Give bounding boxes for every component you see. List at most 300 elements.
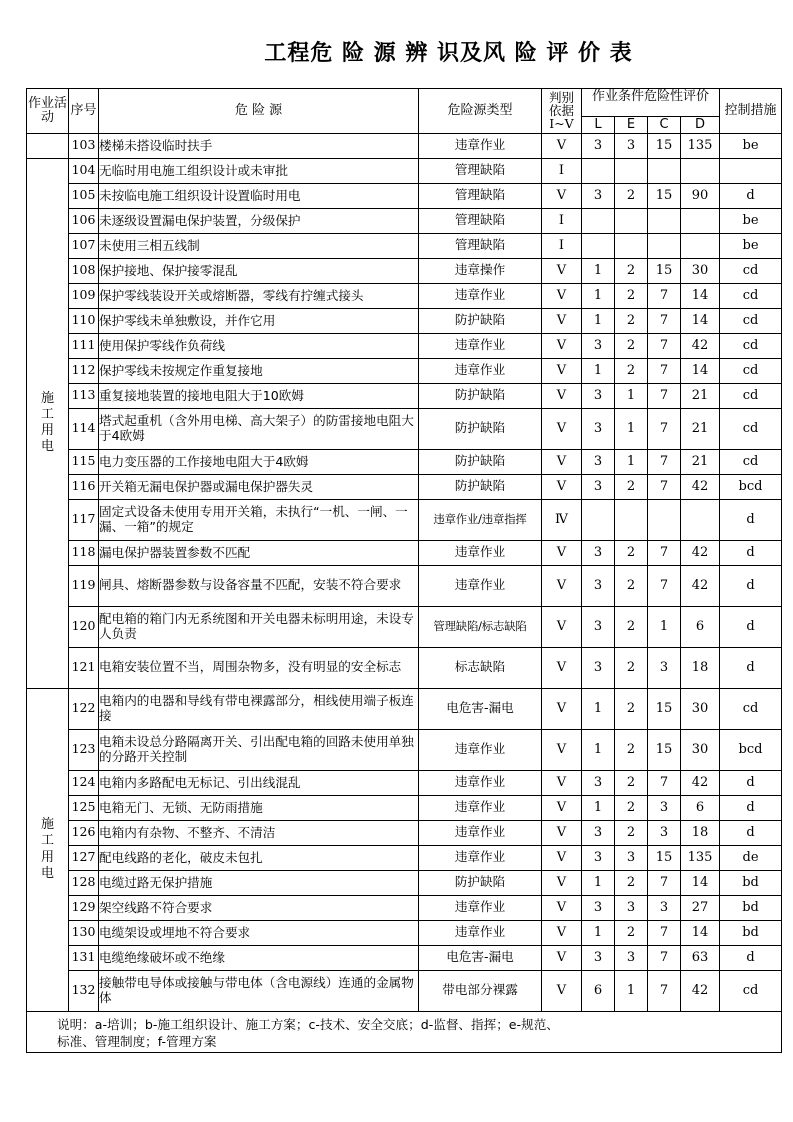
- table-body: [27, 133, 782, 1011]
- note-line-1: 说明：a-培训；b-施工组织设计、施工方案；c-技术、安全交底；d-监督、指挥；e-规范、: [57, 1016, 559, 1032]
- cell-hazard-type: 防护缺陷: [419, 449, 542, 474]
- cell-L: 3: [582, 183, 615, 208]
- cell-L: [582, 499, 615, 540]
- cell-hazard-type: 带电部分裸露: [419, 970, 542, 1011]
- cell-hazard-source: 电箱内有杂物、不整齐、不清洁: [99, 820, 419, 845]
- cell-E: 2: [615, 729, 648, 770]
- note-row: [27, 1011, 782, 1052]
- cell-E: 2: [615, 606, 648, 647]
- table-row: [27, 945, 782, 970]
- cell-C: 15: [648, 183, 681, 208]
- risk-table-container: [0, 88, 793, 1052]
- cell-hazard-source: 电箱安装位置不当，周围杂物多，没有明显的安全标志: [99, 647, 419, 688]
- table-row: [27, 474, 782, 499]
- cell-control: bcd: [720, 474, 782, 499]
- cell-E: 2: [615, 333, 648, 358]
- cell-D: [681, 499, 720, 540]
- cell-C: 15: [648, 688, 681, 729]
- cell-basis: V: [542, 565, 582, 606]
- activity-group-cell: [27, 158, 69, 688]
- cell-D: 21: [681, 408, 720, 449]
- header-D: D: [681, 117, 720, 133]
- table-row: [27, 408, 782, 449]
- cell-control: de: [720, 845, 782, 870]
- cell-E: 2: [615, 565, 648, 606]
- cell-C: 1: [648, 606, 681, 647]
- cell-basis: V: [542, 895, 582, 920]
- cell-L: 3: [582, 565, 615, 606]
- cell-L: 3: [582, 474, 615, 499]
- cell-C: 7: [648, 474, 681, 499]
- cell-E: 2: [615, 308, 648, 333]
- cell-hazard-source: 电箱内多路配电无标记、引出线混乱: [99, 770, 419, 795]
- cell-basis: V: [542, 970, 582, 1011]
- cell-L: 3: [582, 606, 615, 647]
- cell-E: [615, 499, 648, 540]
- cell-control: d: [720, 606, 782, 647]
- cell-D: 18: [681, 820, 720, 845]
- table-row: [27, 870, 782, 895]
- cell-seq: 126: [69, 820, 99, 845]
- cell-hazard-source: 塔式起重机（含外用电梯、高大架子）的防雷接地电阻大于4欧姆: [99, 408, 419, 449]
- cell-hazard-type: 违章作业: [419, 895, 542, 920]
- activity-group-cell: [27, 133, 69, 158]
- cell-hazard-source: 固定式设备未使用专用开关箱，未执行“一机、一闸、一漏、一箱”的规定: [99, 499, 419, 540]
- activity-group-label: 施工用电: [40, 817, 54, 881]
- cell-seq: 115: [69, 449, 99, 474]
- table-row: [27, 183, 782, 208]
- cell-control: cd: [720, 970, 782, 1011]
- cell-seq: 132: [69, 970, 99, 1011]
- cell-hazard-type: 防护缺陷: [419, 474, 542, 499]
- cell-L: [582, 208, 615, 233]
- table-row: [27, 647, 782, 688]
- cell-seq: 104: [69, 158, 99, 183]
- cell-seq: 114: [69, 408, 99, 449]
- header-L: L: [582, 117, 615, 133]
- legend-note: [27, 1012, 781, 1052]
- cell-control: bd: [720, 895, 782, 920]
- cell-hazard-type: 违章作业: [419, 770, 542, 795]
- cell-basis: V: [542, 333, 582, 358]
- cell-control: d: [720, 820, 782, 845]
- cell-seq: 128: [69, 870, 99, 895]
- cell-L: 1: [582, 308, 615, 333]
- table-row: [27, 895, 782, 920]
- cell-basis: V: [542, 283, 582, 308]
- cell-hazard-source: 保护接地、保护接零混乱: [99, 258, 419, 283]
- cell-basis: V: [542, 540, 582, 565]
- header-C: C: [648, 117, 681, 133]
- cell-control: bcd: [720, 729, 782, 770]
- cell-control: d: [720, 183, 782, 208]
- risk-assessment-table: [26, 88, 782, 1052]
- cell-hazard-type: 防护缺陷: [419, 308, 542, 333]
- cell-hazard-type: 管理缺陷: [419, 233, 542, 258]
- cell-control: be: [720, 133, 782, 158]
- cell-C: 3: [648, 895, 681, 920]
- cell-hazard-source: 电缆过路无保护措施: [99, 870, 419, 895]
- cell-D: 14: [681, 308, 720, 333]
- cell-hazard-source: 配电线路的老化，破皮未包扎: [99, 845, 419, 870]
- cell-L: 3: [582, 647, 615, 688]
- cell-hazard-type: 违章作业: [419, 283, 542, 308]
- cell-C: 7: [648, 540, 681, 565]
- header-evaluation-label: 作业条件危险性评价: [592, 89, 710, 105]
- cell-hazard-type: 管理缺陷: [419, 208, 542, 233]
- cell-L: [582, 158, 615, 183]
- cell-control: d: [720, 795, 782, 820]
- cell-L: 3: [582, 449, 615, 474]
- table-row: [27, 606, 782, 647]
- cell-hazard-type: 违章作业: [419, 795, 542, 820]
- cell-hazard-source: 未按临电施工组织设计设置临时用电: [99, 183, 419, 208]
- cell-L: 1: [582, 920, 615, 945]
- header-basis-line1: 判别: [548, 90, 574, 106]
- cell-hazard-source: 开关箱无漏电保护器或漏电保护器失灵: [99, 474, 419, 499]
- cell-hazard-type: 防护缺陷: [419, 383, 542, 408]
- cell-hazard-type: 违章作业/违章指挥: [419, 499, 542, 540]
- cell-D: 30: [681, 688, 720, 729]
- cell-hazard-type: 电危害-漏电: [419, 945, 542, 970]
- cell-E: 3: [615, 945, 648, 970]
- cell-L: 1: [582, 283, 615, 308]
- cell-C: 7: [648, 449, 681, 474]
- cell-basis: Ⅳ: [542, 499, 582, 540]
- cell-seq: 119: [69, 565, 99, 606]
- cell-hazard-source: 电缆架设或埋地不符合要求: [99, 920, 419, 945]
- cell-hazard-type: 防护缺陷: [419, 408, 542, 449]
- cell-seq: 110: [69, 308, 99, 333]
- cell-hazard-type: 违章作业: [419, 820, 542, 845]
- cell-hazard-type: 违章作业: [419, 540, 542, 565]
- cell-E: 2: [615, 258, 648, 283]
- cell-seq: 108: [69, 258, 99, 283]
- cell-hazard-source: 电箱无门、无锁、无防雨措施: [99, 795, 419, 820]
- cell-basis: I: [542, 233, 582, 258]
- cell-D: 42: [681, 474, 720, 499]
- cell-L: 3: [582, 770, 615, 795]
- cell-E: 2: [615, 540, 648, 565]
- cell-control: d: [720, 647, 782, 688]
- cell-hazard-source: 配电箱的箱门内无系统图和开关电器未标明用途，未设专人负责: [99, 606, 419, 647]
- cell-C: 7: [648, 333, 681, 358]
- cell-hazard-source: 未逐级设置漏电保护装置，分级保护: [99, 208, 419, 233]
- table-row: [27, 333, 782, 358]
- activity-group-label: 施工用电: [40, 390, 54, 455]
- cell-seq: 103: [69, 133, 99, 158]
- cell-basis: V: [542, 647, 582, 688]
- cell-E: 2: [615, 870, 648, 895]
- cell-D: 30: [681, 729, 720, 770]
- cell-L: 3: [582, 945, 615, 970]
- cell-seq: 112: [69, 358, 99, 383]
- cell-D: 42: [681, 565, 720, 606]
- cell-D: 63: [681, 945, 720, 970]
- cell-hazard-source: 保护零线未单独敷设，并作它用: [99, 308, 419, 333]
- table-row: [27, 383, 782, 408]
- cell-hazard-source: 保护零线未按规定作重复接地: [99, 358, 419, 383]
- cell-hazard-type: 电危害-漏电: [419, 688, 542, 729]
- cell-hazard-source: 电箱内的电器和导线有带电裸露部分，相线使用端子板连接: [99, 688, 419, 729]
- cell-L: 1: [582, 258, 615, 283]
- cell-basis: V: [542, 308, 582, 333]
- cell-C: 7: [648, 970, 681, 1011]
- cell-hazard-source: 电箱未设总分路隔离开关、引出配电箱的回路未使用单独的分路开关控制: [99, 729, 419, 770]
- cell-seq: 129: [69, 895, 99, 920]
- cell-E: [615, 158, 648, 183]
- cell-E: 1: [615, 408, 648, 449]
- cell-basis: V: [542, 945, 582, 970]
- cell-control: cd: [720, 283, 782, 308]
- cell-C: 15: [648, 258, 681, 283]
- cell-hazard-source: 漏电保护器装置参数不匹配: [99, 540, 419, 565]
- cell-L: 3: [582, 540, 615, 565]
- cell-seq: 124: [69, 770, 99, 795]
- header-activity: 作业活动: [27, 89, 69, 133]
- cell-hazard-source: 架空线路不符合要求: [99, 895, 419, 920]
- cell-control: cd: [720, 408, 782, 449]
- cell-control: d: [720, 565, 782, 606]
- cell-D: 135: [681, 133, 720, 158]
- cell-E: [615, 208, 648, 233]
- hazard-source-text-clipped: 保护零线装设开关或熔断器，零线有拧缠式接头: [99, 288, 364, 304]
- cell-D: 42: [681, 333, 720, 358]
- cell-seq: 105: [69, 183, 99, 208]
- cell-basis: V: [542, 183, 582, 208]
- cell-E: 2: [615, 474, 648, 499]
- cell-E: 1: [615, 449, 648, 474]
- cell-control: d: [720, 770, 782, 795]
- cell-hazard-type: 违章作业: [419, 565, 542, 606]
- activity-group-cell: [27, 688, 69, 1011]
- cell-E: 2: [615, 283, 648, 308]
- cell-basis: V: [542, 920, 582, 945]
- cell-C: 7: [648, 920, 681, 945]
- table-row: [27, 233, 782, 258]
- cell-L: [582, 233, 615, 258]
- cell-C: 7: [648, 565, 681, 606]
- table-row: [27, 970, 782, 1011]
- cell-E: 2: [615, 820, 648, 845]
- cell-C: 3: [648, 647, 681, 688]
- table-row: [27, 845, 782, 870]
- cell-seq: 131: [69, 945, 99, 970]
- cell-seq: 121: [69, 647, 99, 688]
- header-row-1: [27, 89, 782, 117]
- cell-E: 3: [615, 895, 648, 920]
- cell-L: 3: [582, 895, 615, 920]
- cell-D: [681, 158, 720, 183]
- cell-basis: I: [542, 158, 582, 183]
- header-basis-line3: I~V: [549, 116, 574, 132]
- cell-E: [615, 233, 648, 258]
- cell-D: 27: [681, 895, 720, 920]
- page-title: 工程危 险 源 辨 识及风 险 评 价 表: [264, 41, 633, 66]
- cell-control: cd: [720, 688, 782, 729]
- cell-basis: V: [542, 383, 582, 408]
- cell-hazard-type: 违章作业: [419, 920, 542, 945]
- table-row: [27, 565, 782, 606]
- cell-hazard-source: [99, 283, 419, 308]
- cell-hazard-type: 违章作业: [419, 333, 542, 358]
- cell-E: 2: [615, 770, 648, 795]
- cell-D: 42: [681, 770, 720, 795]
- table-row: [27, 499, 782, 540]
- cell-basis: I: [542, 208, 582, 233]
- cell-D: 21: [681, 449, 720, 474]
- cell-hazard-type: 标志缺陷: [419, 647, 542, 688]
- table-row: [27, 770, 782, 795]
- cell-L: 3: [582, 408, 615, 449]
- cell-L: 3: [582, 383, 615, 408]
- cell-hazard-type: 管理缺陷/标志缺陷: [419, 606, 542, 647]
- cell-hazard-type: 违章作业: [419, 845, 542, 870]
- table-row: [27, 158, 782, 183]
- cell-L: 1: [582, 688, 615, 729]
- note-line-2: 标准、管理制度；f-管理方案: [57, 1033, 217, 1049]
- cell-E: 2: [615, 358, 648, 383]
- cell-C: 7: [648, 408, 681, 449]
- cell-hazard-source: 使用保护零线作负荷线: [99, 333, 419, 358]
- cell-seq: 125: [69, 795, 99, 820]
- cell-L: 3: [582, 820, 615, 845]
- cell-control: cd: [720, 449, 782, 474]
- cell-seq: 116: [69, 474, 99, 499]
- table-row: [27, 258, 782, 283]
- cell-L: 1: [582, 795, 615, 820]
- cell-basis: V: [542, 870, 582, 895]
- header-basis: [542, 89, 582, 133]
- cell-seq: 118: [69, 540, 99, 565]
- cell-C: [648, 208, 681, 233]
- cell-D: 42: [681, 540, 720, 565]
- cell-E: 1: [615, 383, 648, 408]
- cell-hazard-source: 未使用三相五线制: [99, 233, 419, 258]
- cell-D: 30: [681, 258, 720, 283]
- cell-E: 2: [615, 647, 648, 688]
- cell-L: 1: [582, 729, 615, 770]
- table-row: [27, 920, 782, 945]
- cell-control: cd: [720, 383, 782, 408]
- table-footer: [27, 1011, 782, 1052]
- cell-control: cd: [720, 333, 782, 358]
- cell-seq: 127: [69, 845, 99, 870]
- cell-D: 18: [681, 647, 720, 688]
- cell-D: 42: [681, 970, 720, 1011]
- cell-basis: V: [542, 449, 582, 474]
- header-basis-line2: 依据: [548, 103, 574, 119]
- header-control: 控制措施: [720, 89, 782, 133]
- cell-C: 3: [648, 820, 681, 845]
- table-row: [27, 449, 782, 474]
- cell-C: 7: [648, 383, 681, 408]
- cell-basis: V: [542, 770, 582, 795]
- cell-hazard-source: 楼梯未搭设临时扶手: [99, 133, 419, 158]
- cell-seq: 109: [69, 283, 99, 308]
- cell-C: 7: [648, 283, 681, 308]
- cell-C: 15: [648, 133, 681, 158]
- cell-C: 7: [648, 770, 681, 795]
- cell-control: [720, 158, 782, 183]
- cell-control: cd: [720, 258, 782, 283]
- cell-E: 3: [615, 133, 648, 158]
- cell-control: be: [720, 233, 782, 258]
- cell-seq: 107: [69, 233, 99, 258]
- cell-control: cd: [720, 308, 782, 333]
- header-E: E: [615, 117, 648, 133]
- cell-E: 2: [615, 795, 648, 820]
- cell-D: 6: [681, 606, 720, 647]
- cell-L: 1: [582, 358, 615, 383]
- cell-D: 135: [681, 845, 720, 870]
- cell-D: 14: [681, 283, 720, 308]
- cell-E: 3: [615, 845, 648, 870]
- cell-L: 6: [582, 970, 615, 1011]
- cell-C: [648, 233, 681, 258]
- cell-C: 7: [648, 870, 681, 895]
- cell-E: 2: [615, 920, 648, 945]
- cell-D: 14: [681, 920, 720, 945]
- cell-D: 6: [681, 795, 720, 820]
- cell-hazard-source: 重复接地装置的接地电阻大于10欧姆: [99, 383, 419, 408]
- cell-C: [648, 158, 681, 183]
- cell-basis: V: [542, 606, 582, 647]
- cell-D: 14: [681, 870, 720, 895]
- cell-hazard-type: 违章操作: [419, 258, 542, 283]
- cell-control: bd: [720, 920, 782, 945]
- cell-basis: V: [542, 258, 582, 283]
- cell-basis: V: [542, 474, 582, 499]
- cell-hazard-type: 违章作业: [419, 729, 542, 770]
- cell-control: d: [720, 540, 782, 565]
- cell-basis: V: [542, 820, 582, 845]
- table-row: [27, 795, 782, 820]
- cell-seq: 130: [69, 920, 99, 945]
- cell-L: 3: [582, 133, 615, 158]
- cell-L: 1: [582, 870, 615, 895]
- cell-basis: V: [542, 795, 582, 820]
- cell-seq: 117: [69, 499, 99, 540]
- cell-D: 21: [681, 383, 720, 408]
- header-source: 危 险 源: [99, 89, 419, 133]
- cell-control: d: [720, 499, 782, 540]
- table-row: [27, 729, 782, 770]
- cell-basis: V: [542, 729, 582, 770]
- header-type: 危险源类型: [419, 89, 542, 133]
- cell-D: [681, 208, 720, 233]
- cell-seq: 106: [69, 208, 99, 233]
- cell-hazard-type: 违章作业: [419, 358, 542, 383]
- cell-seq: 123: [69, 729, 99, 770]
- table-row: [27, 133, 782, 158]
- cell-E: 2: [615, 688, 648, 729]
- cell-control: d: [720, 945, 782, 970]
- cell-C: 3: [648, 795, 681, 820]
- cell-seq: 122: [69, 688, 99, 729]
- table-row: [27, 208, 782, 233]
- table-header: [27, 89, 782, 133]
- cell-control: be: [720, 208, 782, 233]
- cell-C: [648, 499, 681, 540]
- cell-hazard-source: 电力变压器的工作接地电阻大于4欧姆: [99, 449, 419, 474]
- table-row: [27, 688, 782, 729]
- note-cell: [27, 1011, 782, 1052]
- cell-L: 3: [582, 845, 615, 870]
- table-row: [27, 283, 782, 308]
- cell-C: 15: [648, 729, 681, 770]
- cell-D: 14: [681, 358, 720, 383]
